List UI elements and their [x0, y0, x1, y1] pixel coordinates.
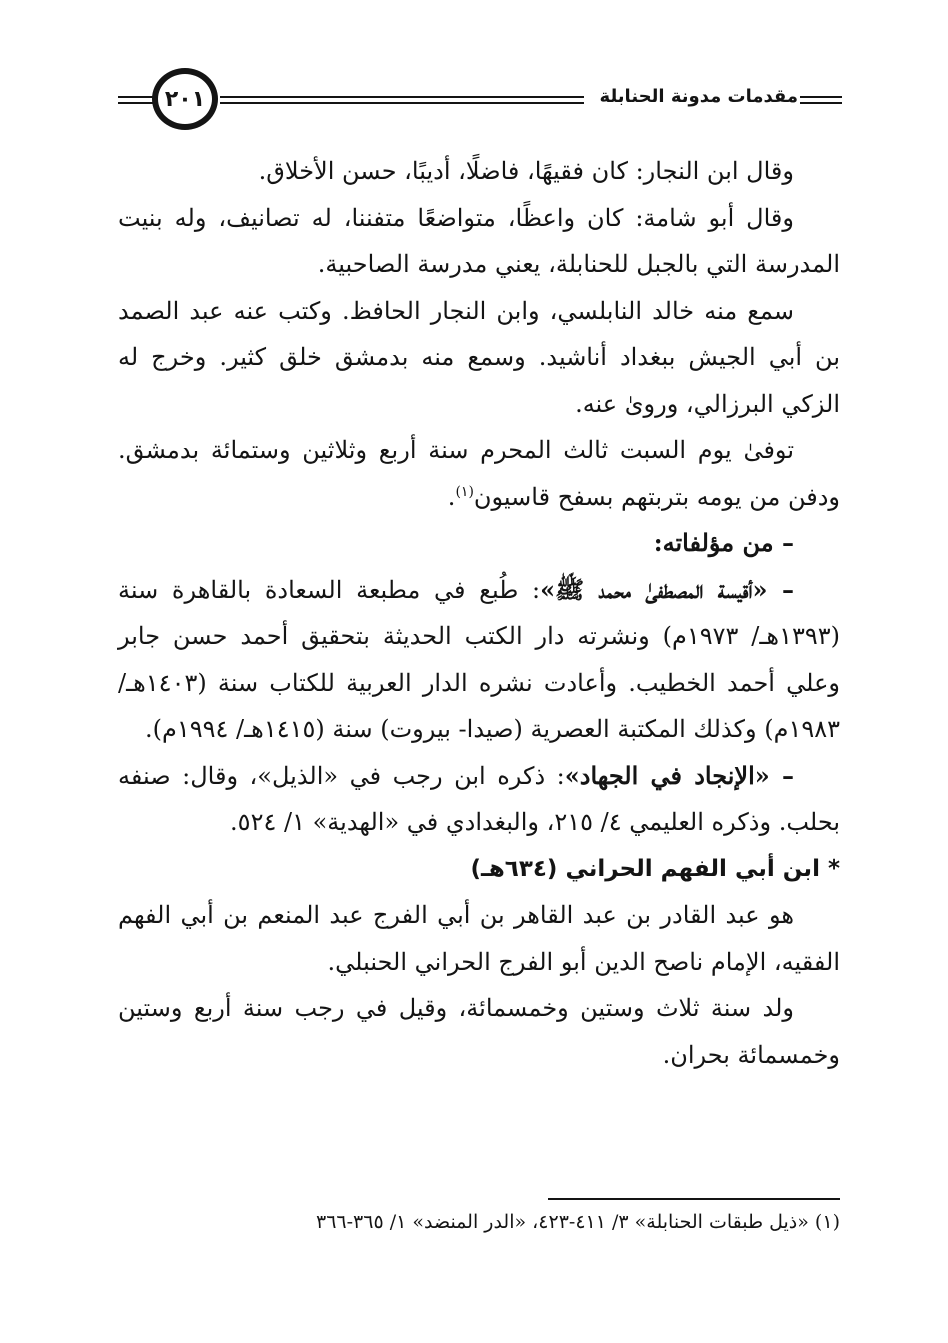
section-heading: * ابن أبي الفهم الحراني (٦٣٤هـ) [470, 855, 840, 882]
footnote-divider [548, 1198, 840, 1200]
work-title-injad: – «الإنجاد في الجهاد» [564, 760, 794, 790]
work-desc-aqyisa: : طُبع في مطبعة السعادة بالقاهرة سنة (١٣٩٣هـ/ ١٩٧٣م) ونشرته دار الكتب الحديثة بتحقيق أحمد حسن جابر وعلي أحمد الخطيب. وأعادت نشره الدار العربية للكتاب سنة (١٤٠٣هـ/ ١٩٨٣م) وكذلك المكتبة العصرية (صيدا- بيروت) سنة (١٤١٥هـ/ ١٩٩٤م). [118, 575, 840, 743]
death-text-end: . [447, 482, 456, 511]
paragraph-lineage: هو عبد القادر بن عبد القاهر بن أبي الفرج عبد المنعم بن أبي الفهم الفقيه، الإمام ناصح الدين أبو الفرج الحراني الحنبلي. [118, 901, 840, 976]
works-heading: – من مؤلفاته: [653, 528, 794, 557]
main-text [118, 148, 840, 1078]
header-rule-end-top [800, 96, 842, 98]
paragraph-death [118, 427, 840, 520]
page-number: ٢٠١ [164, 86, 206, 112]
running-title: مقدمات مدونة الحنابلة [599, 86, 798, 107]
header-rule-right-bottom [220, 102, 584, 104]
header-rule-left-top [118, 96, 154, 98]
work-item-aqyisa [118, 567, 840, 753]
work-item-injad [118, 753, 840, 846]
header-rule-left-bottom [118, 102, 154, 104]
page-number-badge [152, 68, 218, 130]
work-title-aqyisa: – «أقيسة المصطفىٰ محمد ﷺ» [540, 574, 794, 604]
header-rule-end-bottom [800, 102, 842, 104]
paragraph-students: سمع منه خالد النابلسي، وابن النجار الحافظ. وكتب عنه عبد الصمد بن أبي الجيش ببغداد أناشيد. وسمع منه بدمشق خلق كثير. وخرج له الزكي البرزالي، وروىٰ عنه. [118, 296, 840, 418]
paragraph-ibn-najjar: وقال ابن النجار: كان فقيهًا، فاضلًا، أديبًا، حسن الأخلاق. [258, 157, 794, 185]
work-desc-injad: : ذكره ابن رجب في «الذيل»، وقال: صنفه بحلب. وذكره العليمي ٤/ ٢١٥، والبغدادي في «الهدية» ١/ ٥٢٤. [118, 761, 840, 836]
footnote: (١) «ذيل طبقات الحنابلة» ٣/ ٤١١-٤٢٣، «الدر المنضد» ١/ ٣٦٥-٣٦٦ [315, 1211, 840, 1233]
paragraph-birth: ولد سنة ثلاث وستين وخمسمائة، وقيل في رجب سنة أربع وستين وخمسمائة بحران. [118, 994, 840, 1069]
page-header [0, 0, 948, 150]
death-text: توفىٰ يوم السبت ثالث المحرم سنة أربع وثلاثين وستمائة بدمشق. ودفن من يومه بتربتهم بسفح قاسيون [118, 436, 840, 511]
paragraph-abu-shama: وقال أبو شامة: كان واعظًا، متواضعًا متفننا، له تصانيف، وله بنيت المدرسة التي بالجبل للحنابلة، يعني مدرسة الصاحبية. [118, 203, 840, 278]
header-rule-right-top [220, 96, 584, 98]
footnote-ref: (١) [455, 483, 474, 500]
